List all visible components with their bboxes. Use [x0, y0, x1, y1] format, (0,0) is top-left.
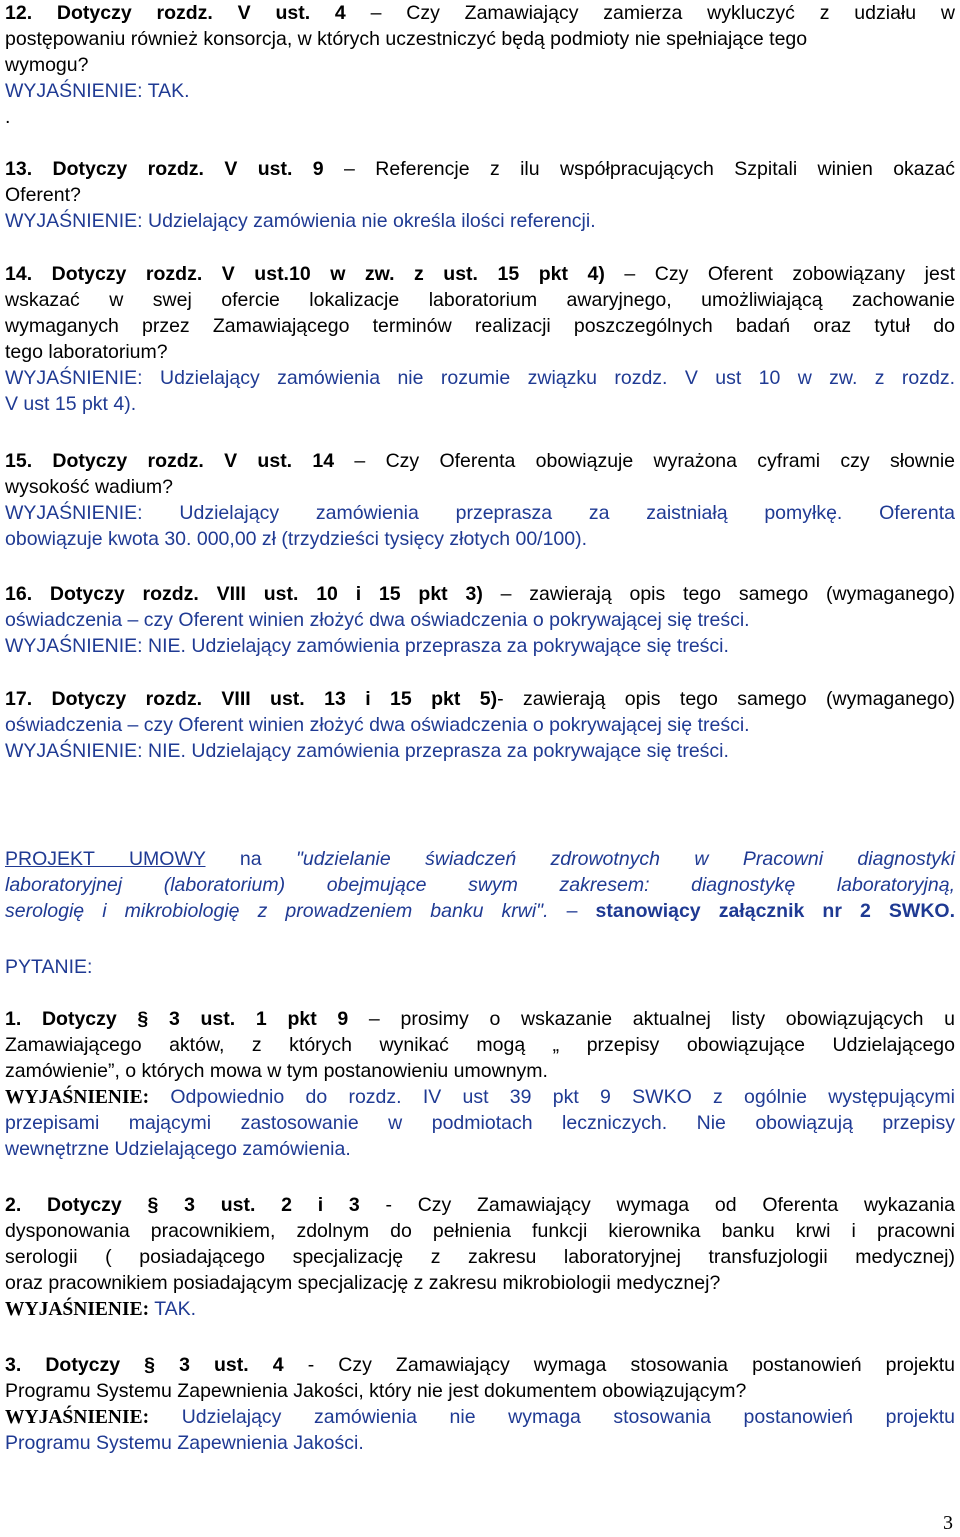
- answer-label: WYJAŚNIENIE:: [5, 1299, 150, 1320]
- question-12: 12. Dotyczy rozdz. V ust. 4 – Czy Zamawiający zamierza wykluczyć z udziału w postępowaniu również konsorcja, w których uczestniczyć będą podmioty nie spełniające tego wymogu? WYJAŚNIENIE: TAK. .: [5, 2, 955, 128]
- question-17-answer: Udzielający zamówienia przeprasza za pokrywające się treści.: [191, 740, 729, 762]
- question-15-number: 15. Dotyczy rozdz. V ust. 14: [5, 450, 335, 472]
- question-13-answer: Udzielający zamówienia nie określa ilości referencji.: [148, 210, 596, 232]
- answer-label: WYJAŚNIENIE:: [5, 367, 143, 389]
- question-14-answer: Udzielający zamówienia nie rozumie związku rozdz. V ust 10 w zw. z rozdz.: [160, 367, 955, 389]
- pytanie-2: 2. Dotyczy § 3 ust. 2 i 3 - Czy Zamawiający wymaga od Oferenta wykazania dysponowania pracownikiem, zdolnym do pełnienia funkcji kierownika banku krwi i pracowni serologii ( posiadającego specjalizację z zakresu laboratoryjnej transfuzjologii medycznej) oraz pracownikiem posiadającym specjalizację z zakresu mikrobiologii medycznej? WYJAŚNIENIE: TAK.: [5, 1194, 955, 1320]
- pytanie-3-answer: Udzielający zamówienia nie wymaga stosowania postanowień projektu: [181, 1406, 955, 1428]
- question-12-text-3: wymogu?: [5, 54, 89, 76]
- pytanie-3-number: 3. Dotyczy § 3 ust. 4: [5, 1354, 284, 1376]
- answer-label: WYJAŚNIENIE:: [5, 80, 143, 102]
- pytanie-1-number: 1. Dotyczy § 3 ust. 1 pkt 9: [5, 1008, 349, 1030]
- question-17: 17. Dotyczy rozdz. VIII ust. 13 i 15 pkt 5)- zawierają opis tego samego (wymaganego) oświadczenia – czy Oferent winien złożyć dwa oświadczenia o pokrywającej się treści. WYJAŚNIENIE: NIE. Udzielający zamówienia przeprasza za pokrywające się treści.: [5, 688, 955, 762]
- question-14: 14. Dotyczy rozdz. V ust.10 w zw. z ust. 15 pkt 4) – Czy Oferent zobowiązany jest wskazać w swej ofercie lokalizacje laboratorium awaryjnego, umożliwiającą zachowanie wymaganych przez Zamawiającego terminów realizacji poszczególnych badań oraz tytuł do tego laboratorium? WYJAŚNIENIE: Udzielający zamówienia nie rozumie związku rozdz. V ust 10 w zw. z rozdz. V ust 15 pkt 4).: [5, 263, 956, 415]
- question-16-answer: Udzielający zamówienia przeprasza za pokrywające się treści.: [191, 635, 729, 657]
- pytanie-2-number: 2. Dotyczy § 3 ust. 2 i 3: [5, 1194, 360, 1216]
- attachment-note: stanowiący załącznik nr 2 SWKO.: [595, 900, 955, 922]
- question-13: 13. Dotyczy rozdz. V ust. 9 – Referencje z ilu współpracujących Szpitali winien okazać Oferent? WYJAŚNIENIE: Udzielający zamówienia nie określa ilości referencji.: [5, 158, 955, 232]
- question-12-text-2: postępowaniu również konsorcja, w których uczestniczyć będą podmioty nie spełniające tego: [5, 28, 808, 50]
- question-12-number: 12. Dotyczy rozdz. V ust. 4: [5, 2, 346, 24]
- answer-label: WYJAŚNIENIE:: [5, 1407, 150, 1428]
- page-number: 3: [943, 1512, 953, 1534]
- question-12-answer: TAK.: [147, 80, 190, 102]
- question-17-number: 17. Dotyczy rozdz. VIII ust. 13 i 15 pkt 5): [5, 688, 498, 710]
- answer-label: WYJAŚNIENIE:: [5, 210, 143, 232]
- answer-label: WYJAŚNIENIE: NIE.: [5, 740, 186, 762]
- stray-dot: .: [5, 106, 11, 128]
- projekt-heading: PROJEKT UMOWY: [5, 848, 206, 870]
- pytanie-heading: PYTANIE:: [5, 956, 93, 978]
- pytanie-2-answer: TAK.: [154, 1298, 197, 1320]
- question-14-number: 14. Dotyczy rozdz. V ust.10 w zw. z ust. 15 pkt 4): [5, 263, 605, 285]
- pytanie-1-answer: Odpowiednio do rozdz. IV ust 39 pkt 9 SWKO z ogólnie występującymi: [170, 1086, 955, 1108]
- projekt-umowy-section: PROJEKT UMOWY na "udzielanie świadczeń zdrowotnych w Pracowni diagnostyki laboratoryjnej (laboratorium) obejmujące swym zakresem: diagnostykę laboratoryjną, serologię i mikrobiologię z prowadzeniem banku krwi". – stanowiący załącznik nr 2 SWKO.: [5, 848, 955, 922]
- answer-label: WYJAŚNIENIE:: [5, 502, 143, 524]
- question-15: 15. Dotyczy rozdz. V ust. 14 – Czy Oferenta obowiązuje wyrażona cyframi czy słownie wysokość wadium? WYJAŚNIENIE: Udzielający zamówienia przeprasza za zaistniałą pomyłkę. Oferenta obowiązuje kwota 30. 000,00 zł (trzydzieści tysięcy złotych 00/100).: [5, 450, 956, 550]
- question-12-text: Czy Zamawiający zamierza wykluczyć z udziału w: [406, 2, 955, 24]
- pytanie-1: 1. Dotyczy § 3 ust. 1 pkt 9 – prosimy o wskazanie aktualnej listy obowiązujących u Zamawiającego aktów, z których wynikać mogą „ przepisy obowiązujące Udzielającego zamówienie”, o których mowa w tym postanowieniu umownym. WYJAŚNIENIE: Odpowiednio do rozdz. IV ust 39 pkt 9 SWKO z ogólnie występującymi przepisami mającymi zastosowanie w podmiotach leczniczych. Nie obowiązują przepisy wewnętrzne Udzielającego zamówienia.: [5, 1008, 955, 1160]
- question-15-answer: Udzielający zamówienia przeprasza za zaistniałą pomyłkę. Oferenta: [179, 502, 955, 524]
- question-13-number: 13. Dotyczy rozdz. V ust. 9: [5, 158, 324, 180]
- question-16: 16. Dotyczy rozdz. VIII ust. 10 i 15 pkt 3) – zawierają opis tego samego (wymaganego) oświadczenia – czy Oferent winien złożyć dwa oświadczenia o pokrywającej się treści. WYJAŚNIENIE: NIE. Udzielający zamówienia przeprasza za pokrywające się treści.: [5, 583, 955, 657]
- question-16-number: 16. Dotyczy rozdz. VIII ust. 10 i 15 pkt 3): [5, 583, 483, 605]
- answer-label: WYJAŚNIENIE:: [5, 1087, 150, 1108]
- pytanie-3: 3. Dotyczy § 3 ust. 4 - Czy Zamawiający wymaga stosowania postanowień projektu Programu Systemu Zapewnienia Jakości, który nie jest dokumentem obowiązującym? WYJAŚNIENIE: Udzielający zamówienia nie wymaga stosowania postanowień projektu Programu Systemu Zapewnienia Jakości.: [5, 1354, 956, 1454]
- answer-label: WYJAŚNIENIE: NIE.: [5, 635, 186, 657]
- projekt-title: "udzielanie świadczeń zdrowotnych w Pracowni diagnostyki: [296, 848, 955, 870]
